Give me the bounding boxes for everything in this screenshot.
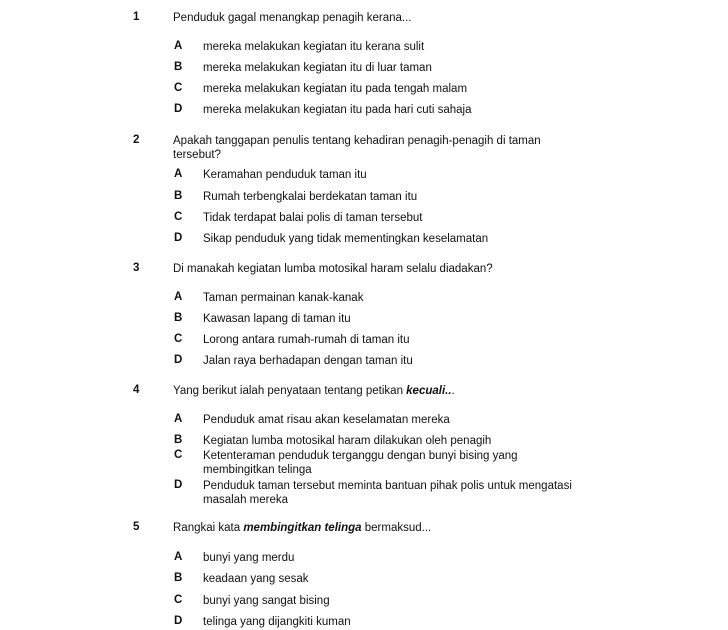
option-letter: A [174, 551, 183, 563]
question-text-part: . [451, 385, 455, 397]
option-text: Jalan raya berhadapan dengan taman itu [203, 355, 413, 367]
option-letter: C [174, 82, 183, 94]
question-text-part: Di manakah kegiatan lumba motosikal haram selalu diadakan? [173, 263, 493, 275]
option-letter: A [174, 40, 183, 52]
option-text: Kegiatan lumba motosikal haram dilakukan oleh penagih [203, 435, 492, 447]
option-letter: D [174, 615, 183, 627]
option-letter: A [174, 168, 183, 180]
option-text: keadaan yang sesak [203, 573, 309, 585]
option-letter: D [174, 354, 183, 366]
option-text: mereka melakukan kegiatan itu di luar taman [203, 62, 432, 74]
option-text: Tidak terdapat balai polis di taman tersebut [203, 212, 423, 224]
option-text: mereka melakukan kegiatan itu pada tengah malam [203, 83, 468, 95]
option-text: mereka melakukan kegiatan itu pada hari cuti sahaja [203, 104, 472, 116]
option-text: Rumah terbengkalai berdekatan taman itu [203, 191, 418, 203]
question-number: 3 [133, 262, 140, 274]
option-letter: D [174, 232, 183, 244]
question-text-part: Yang berikut ialah penyataan tentang petikan [173, 385, 407, 397]
question-text-part: Apakah tanggapan penulis tentang kehadiran penagih-penagih di taman tersebut? [173, 135, 541, 161]
option-letter: A [174, 291, 183, 303]
option-text: bunyi yang merdu [203, 552, 295, 564]
question-number: 1 [133, 11, 140, 23]
question-text [173, 134, 578, 162]
option-text: bunyi yang sangat bising [203, 595, 330, 607]
option-letter: B [174, 572, 183, 584]
question-text [173, 262, 593, 276]
option-letter: C [174, 594, 183, 606]
option-letter: C [174, 333, 183, 345]
question-emphasis: kecuali.. [406, 385, 452, 397]
option-text: Ketenteraman penduduk terganggu dengan bunyi bising yang membingitkan telinga [203, 450, 518, 476]
option-letter: B [174, 61, 183, 73]
option-text: Kawasan lapang di taman itu [203, 313, 351, 325]
question-text-part: Rangkai kata [173, 522, 244, 534]
option-text: telinga yang dijangkiti kuman [203, 616, 351, 628]
option-text: Penduduk amat risau akan keselamatan mereka [203, 414, 450, 426]
option-letter: B [174, 434, 183, 446]
question-text-part: bermaksud... [361, 522, 432, 534]
question-text [173, 384, 593, 398]
question-emphasis: membingitkan telinga [243, 522, 362, 534]
option-letter: B [174, 190, 183, 202]
question-text [173, 521, 593, 535]
option-text: Taman permainan kanak-kanak [203, 292, 364, 304]
option-letter: C [174, 449, 183, 461]
question-number: 2 [133, 134, 140, 146]
option-letter: A [174, 413, 183, 425]
option-letter: C [174, 211, 183, 223]
option-letter: D [174, 103, 183, 115]
option-text: Penduduk taman tersebut meminta bantuan pihak polis untuk mengatasi masalah mereka [203, 480, 572, 506]
option-text: mereka melakukan kegiatan itu kerana sulit [203, 41, 425, 53]
option-text: Sikap penduduk yang tidak mementingkan keselamatan [203, 233, 489, 245]
option-text: Keramahan penduduk taman itu [203, 169, 367, 181]
option-text: Lorong antara rumah-rumah di taman itu [203, 334, 410, 346]
question-number: 4 [133, 384, 140, 396]
option-letter: D [174, 479, 183, 491]
question-text-part: Penduduk gagal menangkap penagih kerana... [173, 12, 412, 24]
option-letter: B [174, 312, 183, 324]
question-number: 5 [133, 521, 140, 533]
question-text [173, 11, 593, 25]
